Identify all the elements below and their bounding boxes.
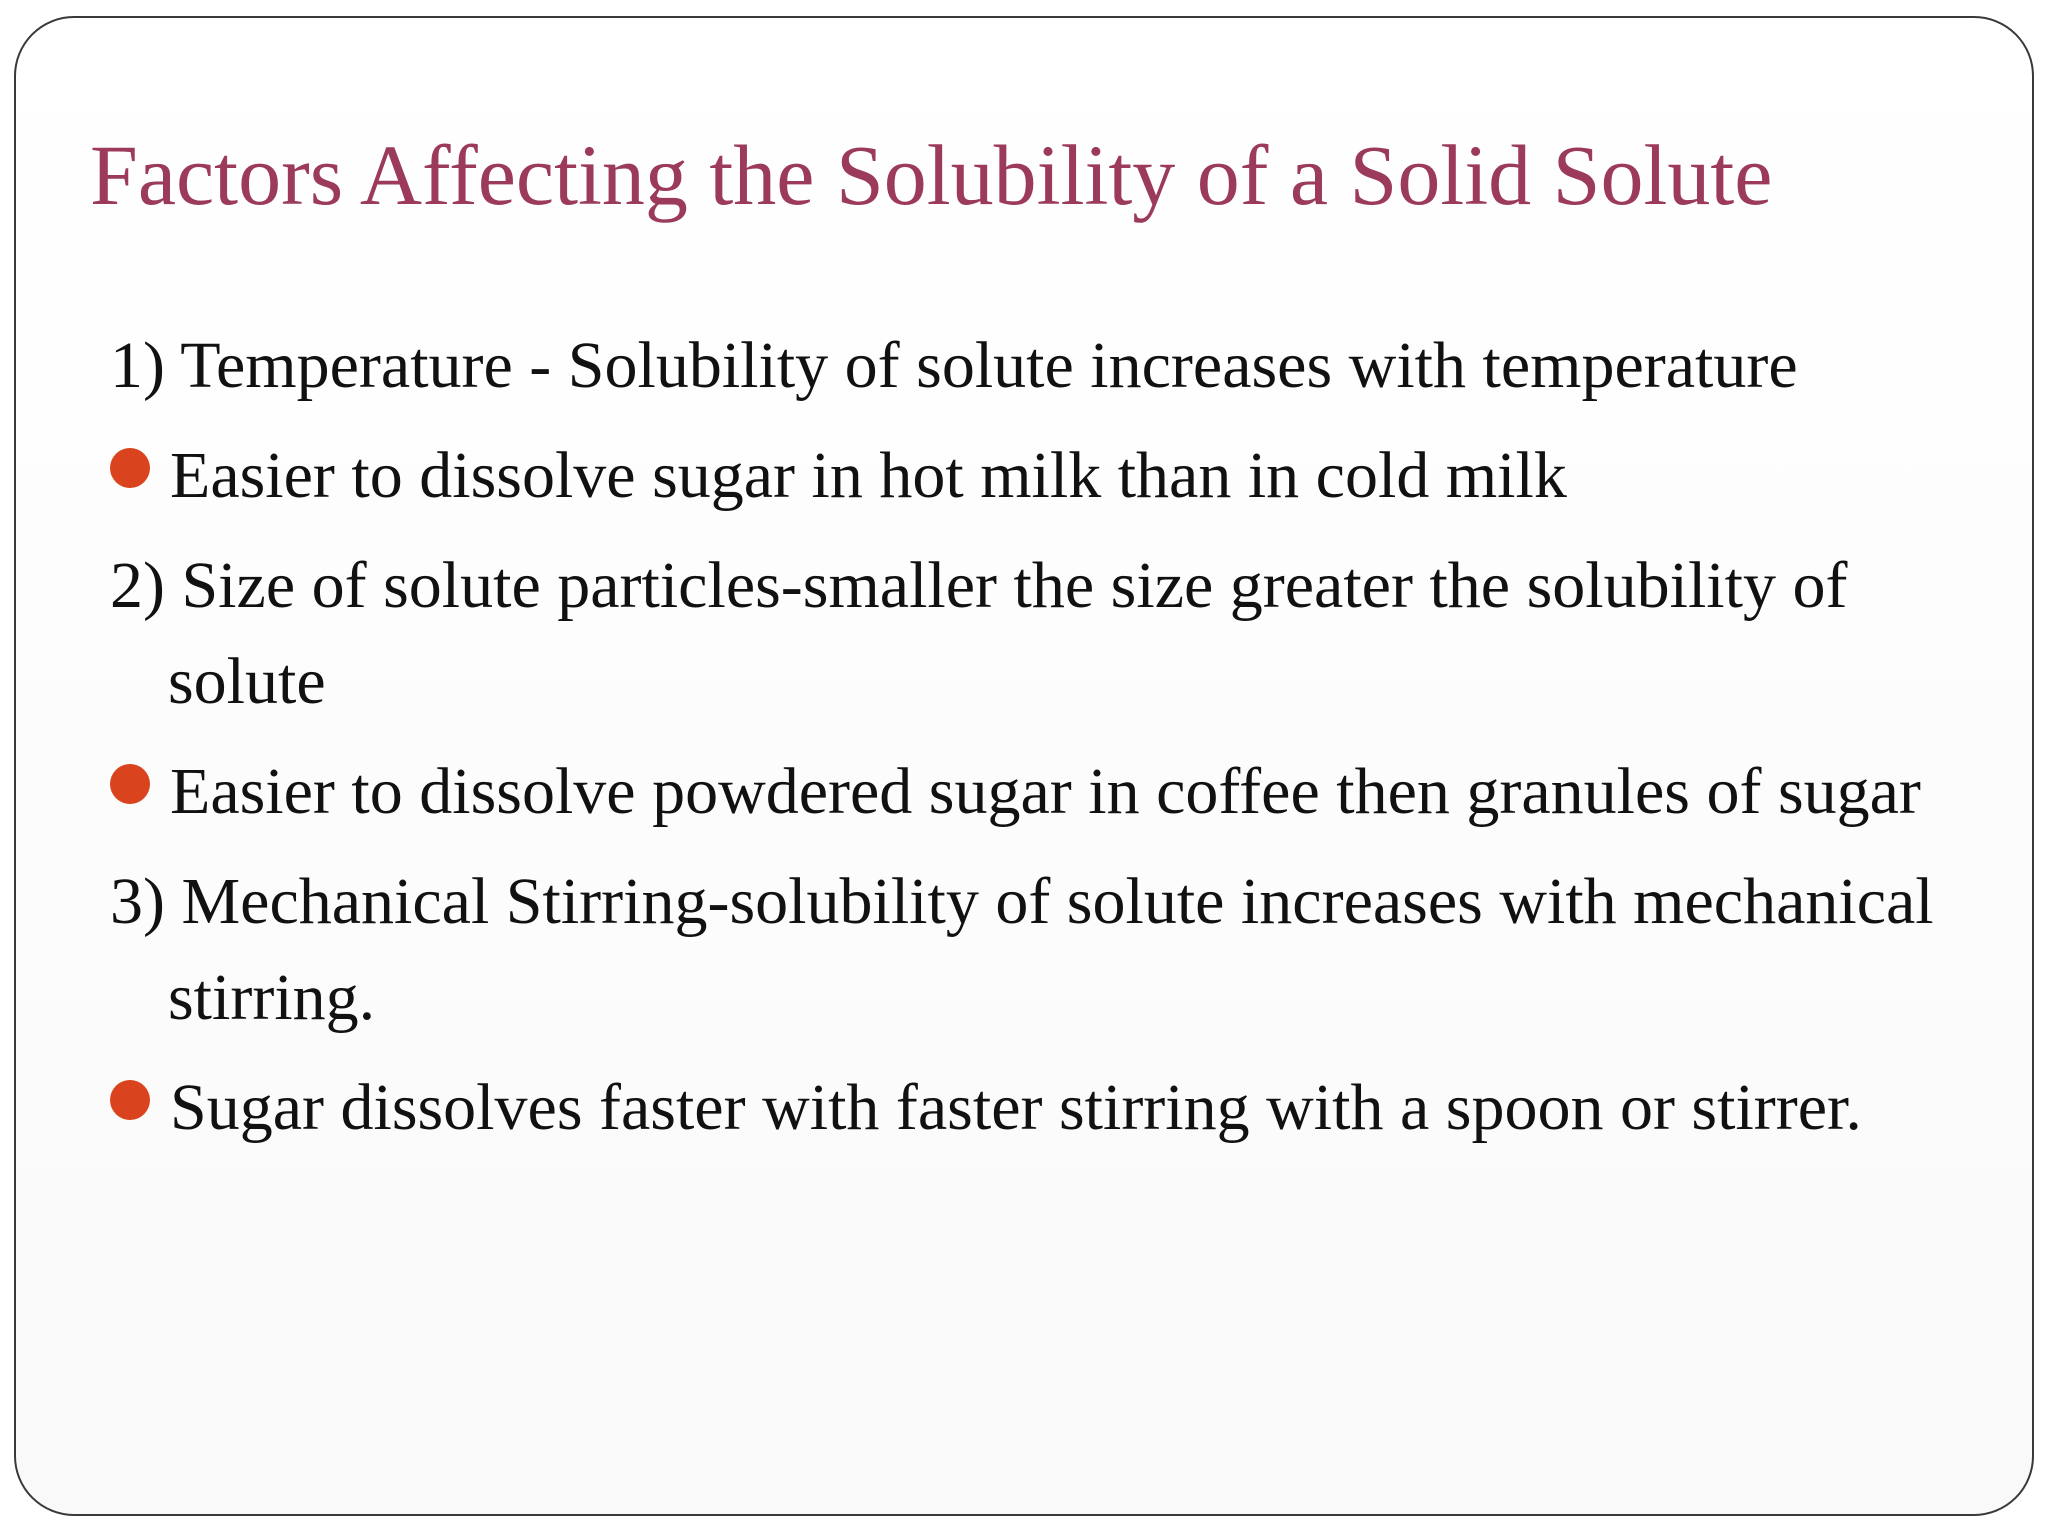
list-item-text: 1) Temperature - Solubility of solute increases with temperature [110, 329, 1798, 402]
slide-frame [14, 16, 2034, 1516]
list-item-spoon [110, 1060, 2010, 1156]
list-item-text: 2) Size of solute particles-smaller the size greater the solubility of solute [110, 549, 1848, 718]
list-item-text: Easier to dissolve sugar in hot milk than in cold milk [170, 439, 1567, 512]
list-item-text: 3) Mechanical Stirring-solubility of solute increases with mechanical stirring. [110, 865, 1934, 1034]
slide-content [110, 318, 2010, 1170]
bullet-dot-icon [110, 1080, 150, 1120]
bullet-dot-icon [110, 764, 150, 804]
list-item-text: Easier to dissolve powdered sugar in coffee then granules of sugar [170, 755, 1921, 828]
list-item-temperature [110, 318, 2010, 414]
list-item-text: Sugar dissolves faster with faster stirring with a spoon or stirrer. [170, 1071, 1862, 1144]
list-item-stirring [110, 854, 2010, 1046]
bullet-dot-icon [110, 448, 150, 488]
slide-title: Factors Affecting the Solubility of a Solid Solute [90, 127, 1773, 223]
list-item-powdered-sugar [110, 744, 2010, 840]
list-item-particle-size [110, 538, 2010, 730]
list-item-hot-milk [110, 428, 2010, 524]
